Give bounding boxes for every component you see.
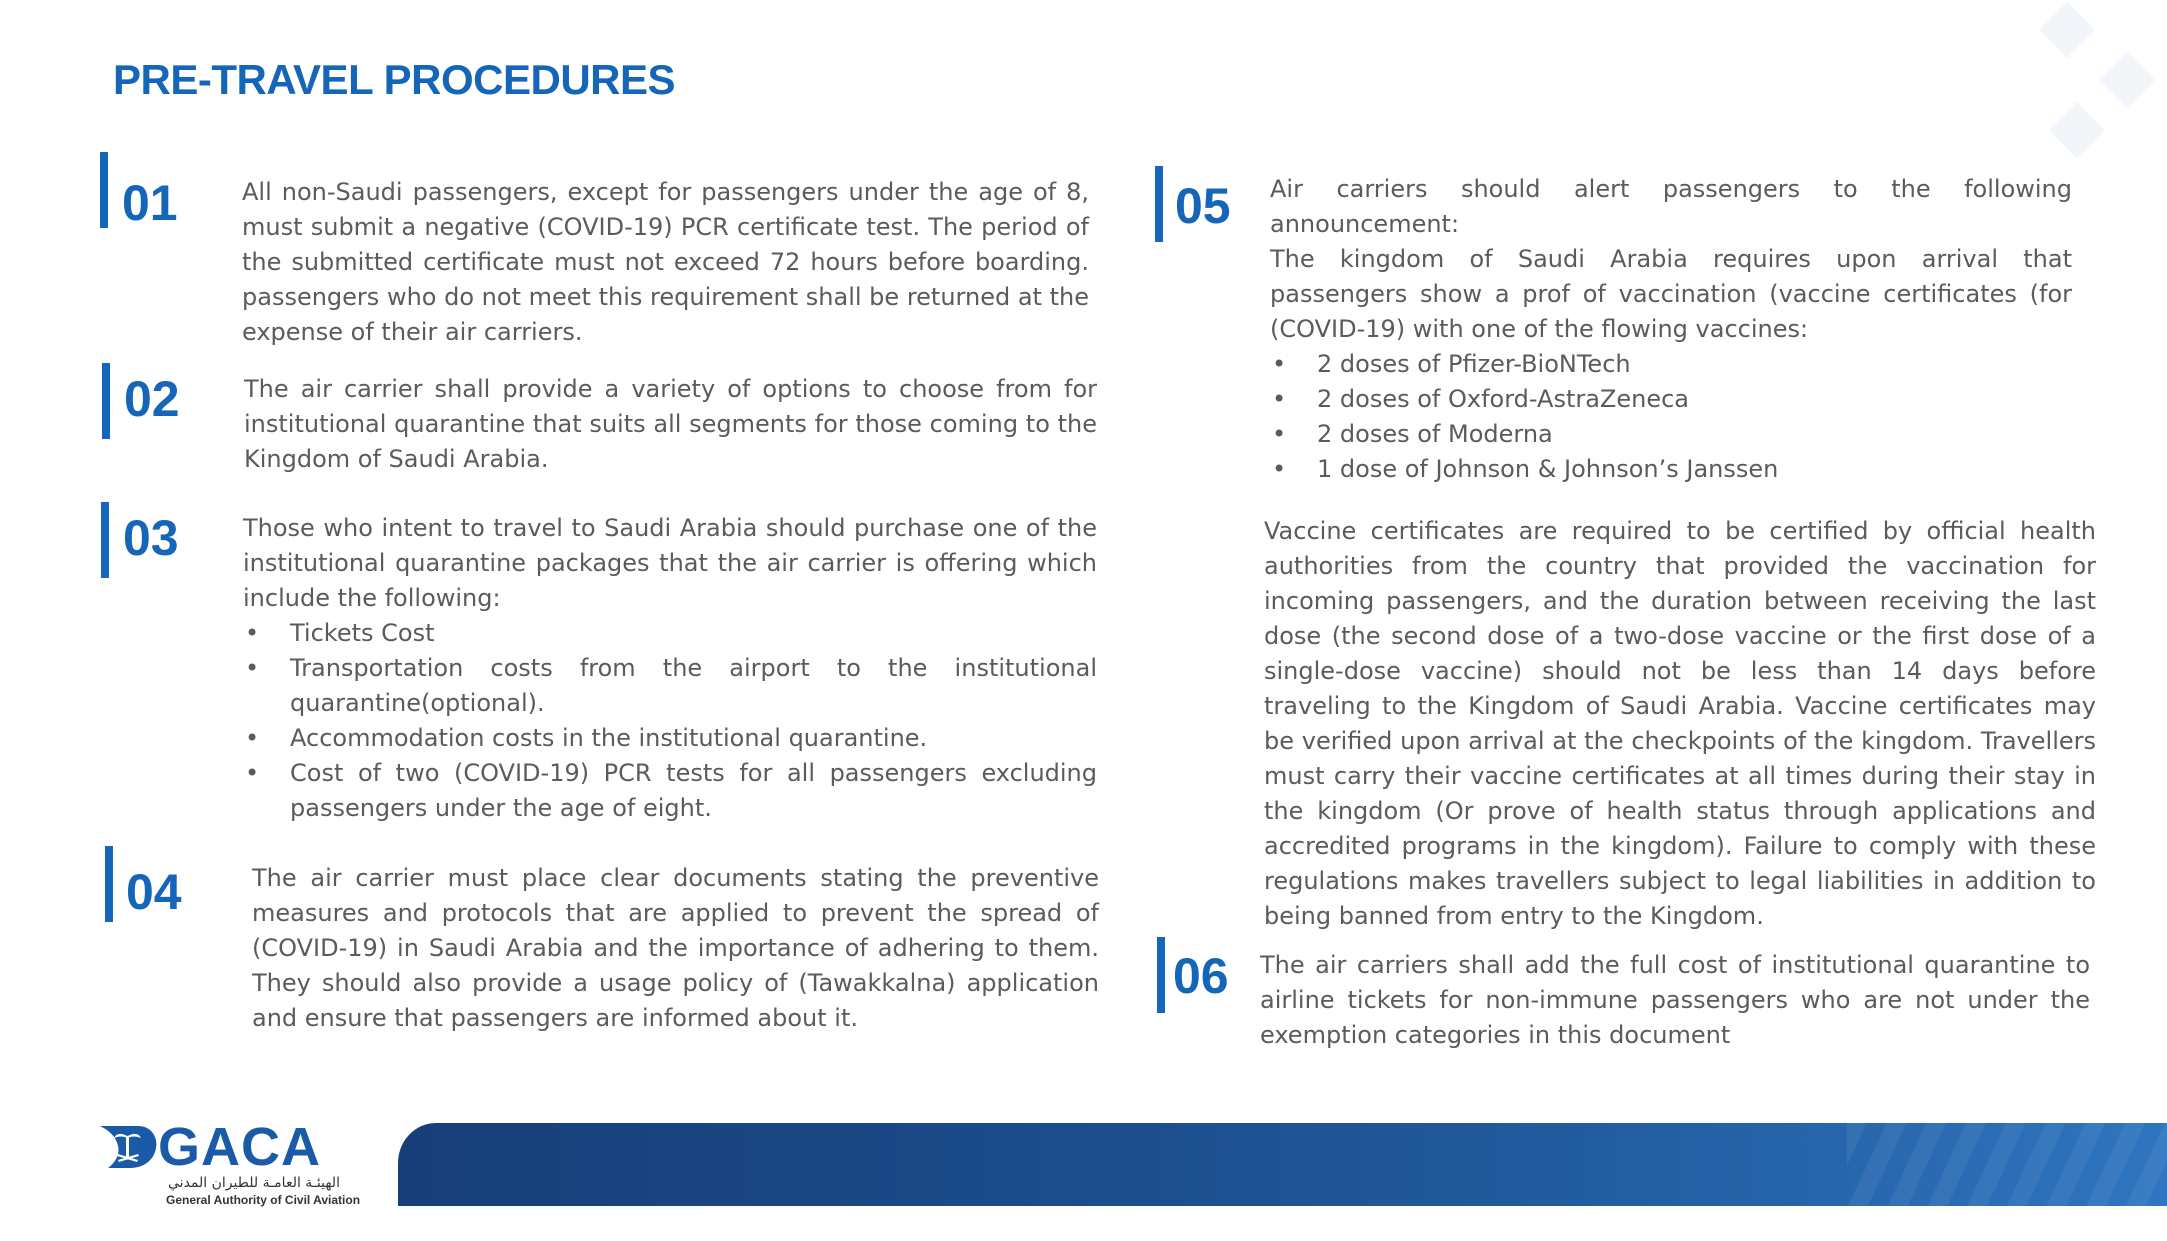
list-item: • Tickets Cost bbox=[243, 616, 1097, 651]
paragraph-text-3: Vaccine certificates are required to be certified by official health authorities from the country that provided the vaccination for incoming passengers, and the duration between receiving the last dose (the second dose of a two-dose vaccine or the first dose of a single-dose vaccine) should not be less than 14 days before traveling to the Kingdom of Saudi Arabia. Vaccine certificates may be verified upon arrival at the checkpoints of the kingdom. Travellers must carry their vaccine certificates at all times during their stay in the kingdom (Or prove of health status through applications and accredited programs in the kingdom). Failure to comply with these regulations makes travellers subject to legal liabilities in addition to being banned from entry to the Kingdom. bbox=[1264, 517, 2096, 930]
list-item: • 2 doses of Moderna bbox=[1270, 417, 2072, 452]
paragraph-text: All non-Saudi passengers, except for passengers under the age of 8, must submit a negative (COVID-19) PCR certificate test. The period of the submitted certificate must not exceed 72 hours before boarding. passengers who do not meet this requirement shall be returned at the expense of their air carriers. bbox=[242, 178, 1089, 346]
logo-arabic-name: الهيئـة العامـة للطيران المدني bbox=[168, 1175, 340, 1191]
item-number: 04 bbox=[126, 864, 182, 920]
item-paragraph-3 bbox=[1264, 514, 2096, 934]
footer-band bbox=[398, 1123, 2167, 1206]
number-bar bbox=[105, 846, 113, 922]
number-bar bbox=[1155, 166, 1163, 242]
paragraph-text: Those who intent to travel to Saudi Arabia should purchase one of the institutional quarantine packages that the air carrier is offering which include the following: bbox=[243, 514, 1097, 612]
paragraph-text: The air carrier must place clear documents stating the preventive measures and protocols that are applied to prevent the spread of (COVID-19) in Saudi Arabia and the importance of adhering to them. They should also provide a usage policy of (Tawakkalna) application and ensure that passengers are informed about it. bbox=[252, 864, 1099, 1032]
number-bar bbox=[101, 502, 109, 578]
item-number: 05 bbox=[1175, 178, 1231, 234]
item-paragraph bbox=[244, 372, 1097, 477]
list-item: • 2 doses of Oxford-AstraZeneca bbox=[1270, 382, 2072, 417]
number-bar bbox=[102, 363, 110, 439]
paragraph-text: The air carriers shall add the full cost of institutional quarantine to airline tickets for non-immune passengers who are not under the exemption categories in this document bbox=[1260, 951, 2090, 1049]
number-bar bbox=[100, 152, 108, 228]
page-title: PRE-TRAVEL PROCEDURES bbox=[113, 56, 676, 103]
item-number: 02 bbox=[124, 371, 180, 427]
item-paragraph bbox=[1260, 948, 2090, 1053]
bullet-list bbox=[243, 616, 1097, 826]
paragraph-text: The air carrier shall provide a variety of options to choose from for institutional quarantine that suits all segments for those coming to the Kingdom of Saudi Arabia. bbox=[244, 375, 1097, 473]
item-paragraph bbox=[252, 861, 1099, 1036]
item-number: 01 bbox=[122, 175, 178, 231]
background-pattern bbox=[1987, 0, 2167, 200]
item-number: 06 bbox=[1173, 948, 1229, 1004]
logo-wordmark: GACA bbox=[158, 1117, 321, 1177]
paragraph-text-2: The kingdom of Saudi Arabia requires upon arrival that passengers show a prof of vaccination (vaccine certificates (for (COVID-19) with one of the flowing vaccines: bbox=[1270, 245, 2072, 343]
item-paragraph bbox=[243, 511, 1097, 826]
item-number: 03 bbox=[123, 510, 179, 566]
vaccine-list bbox=[1270, 347, 2072, 487]
list-item: • 2 doses of Pfizer-BioNTech bbox=[1270, 347, 2072, 382]
logo-english-name: General Authority of Civil Aviation bbox=[166, 1193, 361, 1207]
item-paragraph bbox=[1270, 172, 2072, 487]
list-item: • Accommodation costs in the institutional quarantine. bbox=[243, 721, 1097, 756]
gaca-logo bbox=[98, 1117, 361, 1210]
list-item: • 1 dose of Johnson & Johnson’s Janssen bbox=[1270, 452, 2072, 487]
list-item: • Transportation costs from the airport to the institutional quarantine(optional). bbox=[243, 651, 1097, 721]
paragraph-text: Air carriers should alert passengers to the following announcement: bbox=[1270, 175, 2072, 238]
list-item: • Cost of two (COVID-19) PCR tests for all passengers excluding passengers under the age of eight. bbox=[243, 756, 1097, 826]
palm-sword-emblem-icon bbox=[98, 1122, 160, 1172]
number-bar bbox=[1157, 937, 1165, 1013]
item-paragraph bbox=[242, 175, 1089, 350]
